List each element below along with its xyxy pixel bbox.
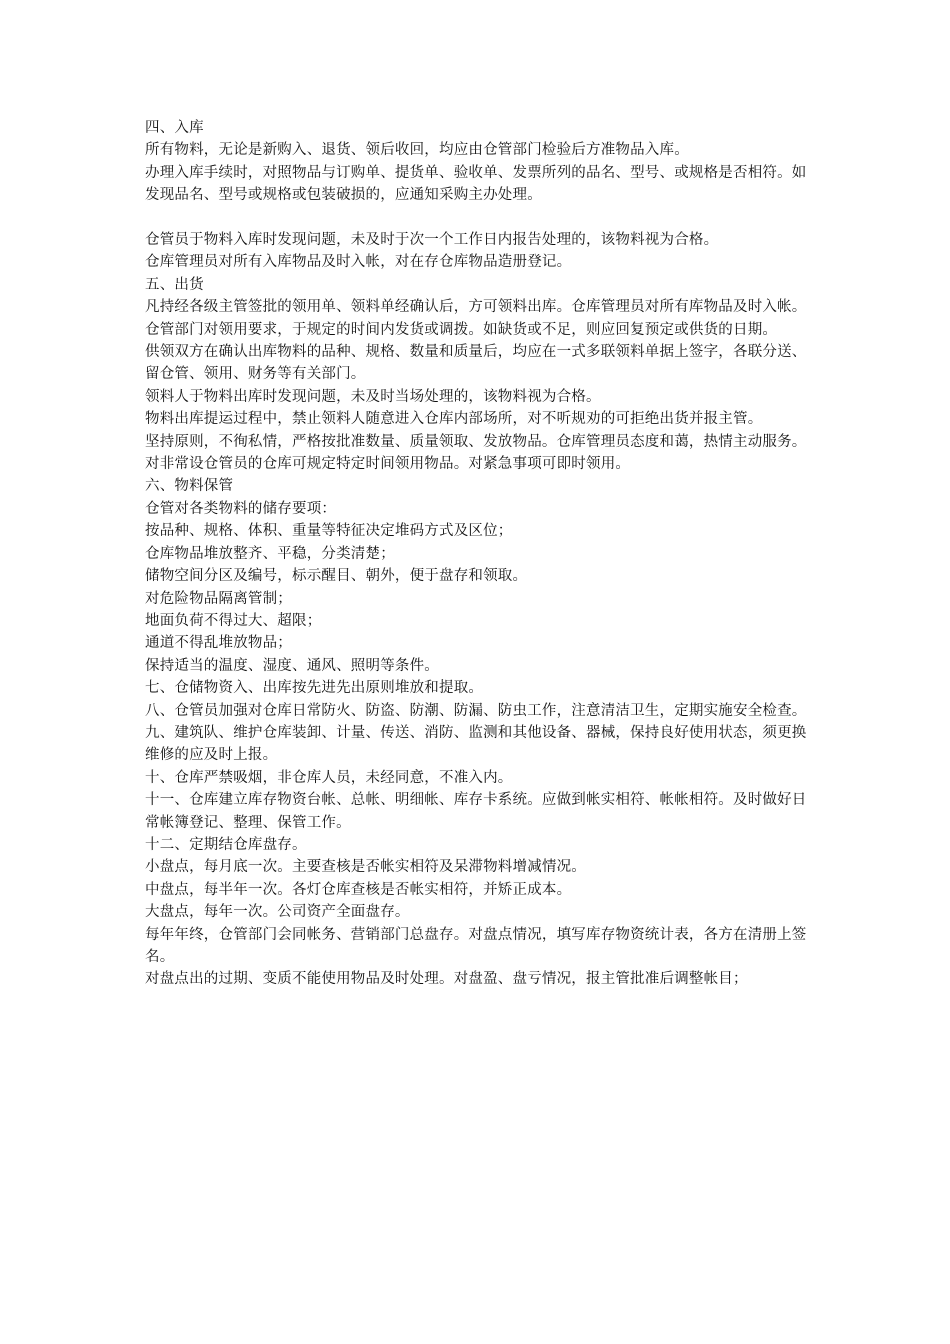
section-heading-11: 十一、仓库建立库存物资台帐、总帐、明细帐、库存卡系统。应做到帐实相符、帐帐相符。及时做好日常帐簿登记、整理、保管工作。	[145, 792, 807, 831]
section-heading-4: 四、入库	[145, 120, 204, 136]
paragraph: 仓管员于物料入库时发现问题，未及时于次一个工作日内报告处理的，该物料视为合格。	[145, 232, 719, 249]
blank-line	[145, 207, 815, 229]
section-heading-6: 六、物料保管	[145, 478, 234, 495]
list-item: 仓库物品堆放整齐、平稳，分类清楚；	[145, 545, 395, 562]
list-item: 小盘点，每月底一次。主要查核是否帐实相符及呆滞物料增减情况。	[145, 859, 586, 876]
list-item: 保持适当的温度、湿度、通风、照明等条件。	[145, 657, 439, 674]
section-heading-10: 十、仓库严禁吸烟，非仓库人员，未经同意，不准入内。	[145, 769, 513, 786]
list-item: 大盘点，每年一次。公司资产全面盘存。	[145, 904, 410, 921]
list-item: 通道不得乱堆放物品；	[145, 635, 292, 652]
paragraph: 每年年终，仓管部门会同帐务、营销部门总盘存。对盘点情况，填写库存物资统计表，各方在清册上签名。	[145, 926, 807, 966]
section-heading-7: 七、仓储物资入、出库按先进先出原则堆放和提取。	[145, 680, 484, 697]
list-item: 储物空间分区及编号，标示醒目、朝外，便于盘存和领取。	[145, 568, 528, 585]
paragraph: 物料出库提运过程中，禁止领料人随意进入仓库内部场所，对不听规劝的可拒绝出货并报主管。	[145, 411, 763, 428]
paragraph: 仓管部门对领用要求，于规定的时间内发货或调拨。如缺货或不足，则应回复预定或供货的日期。	[145, 321, 778, 338]
paragraph: 仓库管理员对所有入库物品及时入帐，对在存仓库物品造册登记。	[145, 254, 572, 271]
paragraph: 凡持经各级主管签批的领用单、领料单经确认后，方可领料出库。仓库管理员对所有库物品及时入帐。	[145, 299, 807, 316]
list-item: 中盘点，每半年一次。各灯仓库查核是否帐实相符，并矫正成本。	[145, 881, 572, 898]
list-item: 按品种、规格、体积、重量等特征决定堆码方式及区位；	[145, 523, 513, 540]
section-heading-8: 八、仓管员加强对仓库日常防火、防盗、防潮、防漏、防虫工作，注意清洁卫生，定期实施安全检查。	[145, 702, 807, 719]
paragraph: 对盘点出的过期、变质不能使用物品及时处理。对盘盈、盘亏情况，报主管批准后调整帐目；	[145, 971, 748, 988]
paragraph: 领料人于物料出库时发现问题，未及时当场处理的，该物料视为合格。	[145, 388, 601, 405]
paragraph: 仓管对各类物料的储存要项：	[145, 500, 337, 517]
list-item: 对危险物品隔离管制；	[145, 590, 292, 607]
paragraph: 办理入库手续时，对照物品与订购单、提货单、验收单、发票所列的品名、型号、或规格是否相符。如发现品名、型号或规格或包装破损的，应通知采购主办处理。	[145, 164, 807, 204]
paragraph: 对非常设仓管员的仓库可规定特定时间领用物品。对紧急事项可即时领用。	[145, 456, 631, 473]
section-heading-12: 十二、定期结仓库盘存。	[145, 836, 307, 853]
document-body	[145, 117, 815, 991]
section-heading-5: 五、出货	[145, 276, 204, 293]
section-heading-9: 九、建筑队、维护仓库装卸、计量、传送、消防、监测和其他设备、器械，保持良好使用状态，须更换维修的应及时上报。	[145, 724, 807, 764]
paragraph: 供领双方在确认出库物料的品种、规格、数量和质量后，均应在一式多联领料单据上签字，各联分送、留仓管、领用、财务等有关部门。	[145, 344, 807, 383]
paragraph: 所有物料，无论是新购入、退货、领后收回，均应由仓管部门检验后方准物品入库。	[145, 142, 689, 159]
paragraph: 坚持原则，不徇私情，严格按批准数量、质量领取、发放物品。仓库管理员态度和蔼，热情主动服务。	[145, 433, 807, 450]
list-item: 地面负荷不得过大、超限；	[145, 612, 322, 629]
